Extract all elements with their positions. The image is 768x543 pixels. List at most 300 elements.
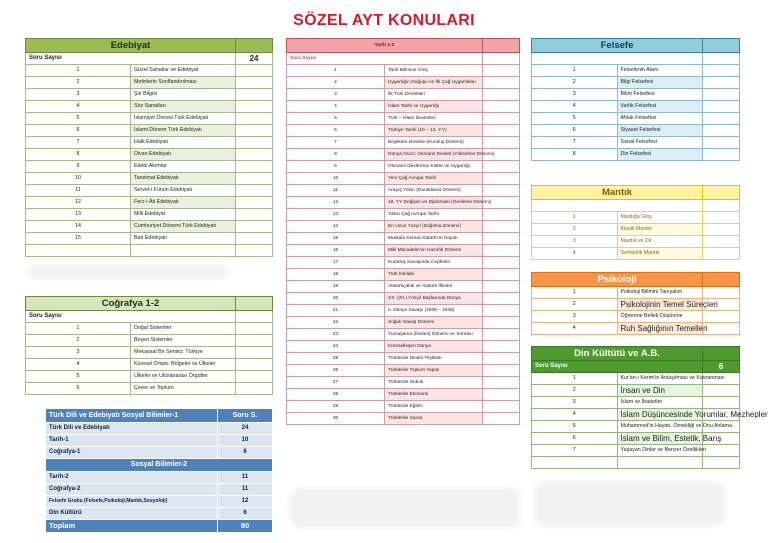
topic-count: [483, 377, 520, 389]
blank-row: [532, 200, 740, 212]
header-spacer: [236, 297, 273, 311]
topic-row: [287, 389, 520, 401]
topic-count: [483, 341, 520, 353]
topic-name: Beşeri Sistemler: [131, 335, 236, 347]
topic-row: [287, 65, 520, 77]
topic-count: [483, 353, 520, 365]
topic-name: İnsan ve Din: [617, 385, 703, 397]
topic-row: [26, 221, 273, 233]
topic-row: [26, 233, 273, 245]
topic-count: [483, 113, 520, 125]
topic-number: 4: [532, 248, 618, 260]
topic-name: Yakın Çağ Avrupa Tarihi: [385, 209, 483, 221]
topic-row: [532, 385, 740, 397]
topic-number: 1: [532, 373, 618, 385]
topic-number: 14: [287, 221, 385, 233]
topic-row: [26, 89, 273, 101]
topic-name: Güzel Sanatlar ve Edebiyat: [131, 65, 236, 77]
blank-cell: [703, 457, 740, 469]
topic-count: [483, 137, 520, 149]
blank-cell: [532, 53, 703, 65]
topic-count: [236, 149, 273, 161]
topic-number: 12: [287, 197, 385, 209]
topic-row: [26, 137, 273, 149]
topic-row: [287, 185, 520, 197]
topic-name: Psikoloji Bilimini Tanıyalım: [617, 287, 703, 299]
topic-number: 4: [532, 409, 618, 421]
topic-count: [236, 89, 273, 101]
topic-count: [703, 113, 740, 125]
table-header-row: [532, 186, 740, 200]
blank-cell: [131, 245, 236, 257]
topic-name: Fecr-i Âti Edebiyatı: [131, 197, 236, 209]
topic-row: [532, 224, 740, 236]
topic-name: Osmanlı Devleti'nin Kültür ve Uygarlığı: [385, 161, 483, 173]
question-count-value: [483, 53, 520, 65]
topic-name: Edebi Akımlar: [131, 161, 236, 173]
blank-cell: [532, 457, 618, 469]
topic-count: [236, 197, 273, 209]
topic-count: [236, 335, 273, 347]
topic-name: Sanat Felsefesi: [617, 137, 703, 149]
summary-total-label: Toplam: [46, 520, 218, 533]
psikoloji-table: [531, 272, 740, 335]
topic-number: 23: [287, 329, 385, 341]
topic-number: 2: [532, 77, 618, 89]
summary-row-count: 11: [218, 484, 273, 496]
blank-row: [532, 53, 740, 65]
topic-row: [532, 149, 740, 161]
topic-row: [532, 445, 740, 457]
topic-name: Türklerde Devlet Teşkilatı: [385, 353, 483, 365]
topic-row: [26, 185, 273, 197]
topic-count: [483, 161, 520, 173]
topic-number: 24: [287, 341, 385, 353]
blank-cell: [703, 200, 740, 212]
topic-name: Tarih Bilimine Giriş: [385, 65, 483, 77]
topic-number: 10: [287, 173, 385, 185]
summary-table: [45, 408, 273, 533]
topic-row: [287, 137, 520, 149]
topic-number: 3: [532, 236, 618, 248]
topic-number: 29: [287, 401, 385, 413]
topic-name: Doğal Sistemler: [131, 323, 236, 335]
topic-name: Dünya Gücü: Osmanlı Devleti (Yükselme Dönemi): [385, 149, 483, 161]
header-spacer: [703, 347, 740, 361]
topic-name: Uygarlığın Doğuşu ve İlk Çağ Uygarlıkları: [385, 77, 483, 89]
topic-number: 13: [26, 209, 131, 221]
topic-number: 22: [287, 317, 385, 329]
blurred-area: [290, 488, 520, 528]
topic-name: İlk Türk Devletleri: [385, 89, 483, 101]
topic-row: [532, 397, 740, 409]
summary-subheader-title: Sosyal Bilimler-2: [46, 459, 273, 472]
section-title: Tarih 1-2: [287, 39, 483, 53]
question-count-row: [532, 361, 740, 373]
topic-name: İslam ve İbadetler: [617, 397, 703, 409]
topic-number: 27: [287, 377, 385, 389]
topic-row: [287, 89, 520, 101]
topic-number: 15: [287, 233, 385, 245]
topic-name: Öğrenme Bellek Düşünme: [617, 311, 703, 323]
summary-row-count: 24: [218, 423, 273, 435]
topic-count: [483, 221, 520, 233]
topic-number: 3: [26, 347, 131, 359]
question-count-value: 24: [236, 53, 273, 65]
topic-row: [287, 209, 520, 221]
cografya-table: [25, 296, 273, 395]
topic-name: Yeni Çağ Avrupa Tarihi: [385, 173, 483, 185]
topic-name: Küreselleşen Dünya: [385, 341, 483, 353]
topic-count: [236, 323, 273, 335]
topic-row: [287, 269, 520, 281]
summary-row-count: 6: [218, 447, 273, 459]
topic-count: [703, 445, 740, 457]
topic-count: [483, 317, 520, 329]
summary-row-label: Coğrafya-2: [46, 484, 218, 496]
topic-number: 5: [532, 113, 618, 125]
summary-row: [46, 484, 273, 496]
blank-cell: [26, 245, 131, 257]
topic-row: [532, 409, 740, 421]
summary-row-label: Coğrafya-1: [46, 447, 218, 459]
topic-number: 18: [287, 269, 385, 281]
summary-row: [46, 496, 273, 508]
topic-count: [483, 185, 520, 197]
topic-name: Türklerde Sanat: [385, 413, 483, 425]
topic-name: Atatürkçülük ve Atatürk İlkeleri: [385, 281, 483, 293]
summary-header-count: Soru S.: [218, 409, 273, 423]
topic-count: [483, 209, 520, 221]
question-count-label: Soru Sayısı: [532, 361, 703, 373]
topic-number: 8: [532, 149, 618, 161]
topic-row: [532, 125, 740, 137]
topic-number: 1: [532, 65, 618, 77]
topic-name: Arayış Yılları (Duraklama Dönemi): [385, 185, 483, 197]
header-spacer: [703, 39, 740, 53]
topic-name: Tanzimat Edebiyatı: [131, 173, 236, 185]
topic-number: 1: [26, 65, 131, 77]
topic-count: [236, 209, 273, 221]
topic-row: [287, 245, 520, 257]
topic-number: 17: [287, 257, 385, 269]
topic-number: 7: [26, 137, 131, 149]
topic-count: [236, 173, 273, 185]
topic-row: [287, 77, 520, 89]
topic-name: Sembolik Mantık: [617, 248, 703, 260]
summary-row: [46, 472, 273, 484]
topic-number: 10: [26, 173, 131, 185]
section-title: Felsefe: [532, 39, 703, 53]
question-count-value: [236, 311, 273, 323]
topic-number: 6: [532, 433, 618, 445]
topic-count: [703, 248, 740, 260]
topic-row: [532, 248, 740, 260]
question-count-row: [287, 53, 520, 65]
topic-name: İslami Dönem Türk Edebiyatı: [131, 125, 236, 137]
topic-row: [26, 149, 273, 161]
topic-number: 4: [532, 101, 618, 113]
topic-count: [483, 401, 520, 413]
topic-number: 3: [532, 311, 618, 323]
topic-count: [236, 125, 273, 137]
summary-row: [46, 508, 273, 520]
topic-row: [287, 197, 520, 209]
topic-row: [532, 323, 740, 335]
header-spacer: [483, 39, 520, 53]
topic-row: [287, 329, 520, 341]
topic-name: Beylikten Devlete (Kuruluş Dönemi): [385, 137, 483, 149]
topic-number: 5: [26, 113, 131, 125]
din-table: [531, 346, 768, 469]
summary-header-title: Türk Dili ve Edebiyatı Sosyal Bilimler-1: [46, 409, 218, 423]
mantik-table: [531, 185, 740, 260]
topic-name: Kurtuluş Savaşında Cepheler: [385, 257, 483, 269]
topic-number: 11: [287, 185, 385, 197]
topic-number: 4: [26, 101, 131, 113]
topic-row: [532, 311, 740, 323]
topic-number: 3: [287, 89, 385, 101]
topic-name: Türklerde Hukuk: [385, 377, 483, 389]
topic-number: 12: [26, 197, 131, 209]
topic-count: [483, 257, 520, 269]
blurred-area: [28, 266, 228, 278]
topic-count: [703, 137, 740, 149]
table-header-row: [287, 39, 520, 53]
topic-count: [483, 89, 520, 101]
topic-count: [483, 413, 520, 425]
topic-row: [532, 421, 740, 433]
topic-count: [483, 173, 520, 185]
topic-name: Türklerde Eğitim: [385, 401, 483, 413]
topic-name: Kur'an-ı Kerim'in Anlaşılması ve Kavranması: [617, 373, 703, 385]
topic-count: [483, 281, 520, 293]
topic-number: 6: [532, 125, 618, 137]
summary-row: [46, 423, 273, 435]
section-title: Din Kültütü ve A.B.: [532, 347, 703, 361]
topic-count: [236, 101, 273, 113]
topic-count: [483, 293, 520, 305]
question-count-row: [26, 53, 273, 65]
topic-name: Milli Edebiyat: [131, 209, 236, 221]
topic-number: 30: [287, 413, 385, 425]
topic-name: XX. (20.) Yüzyıl Başlarında Dünya: [385, 293, 483, 305]
summary-row-count: 11: [218, 472, 273, 484]
topic-row: [26, 209, 273, 221]
topic-row: [287, 125, 520, 137]
topic-row: [287, 221, 520, 233]
topic-count: [483, 77, 520, 89]
topic-number: 6: [287, 125, 385, 137]
table-header-row: [26, 297, 273, 311]
blank-row: [532, 457, 740, 469]
topic-count: [236, 383, 273, 395]
summary-total-value: 80: [218, 520, 273, 533]
topic-name: Bilgi Felsefesi: [617, 77, 703, 89]
summary-header-row: [46, 409, 273, 423]
topic-name: Bilim Felsefesi: [617, 89, 703, 101]
topic-count: [703, 77, 740, 89]
topic-row: [26, 335, 273, 347]
blank-cell: [617, 457, 703, 469]
topic-number: 2: [26, 335, 131, 347]
question-count-label: Soru Sayısı: [26, 53, 236, 65]
topic-name: Türklerde Ekonomi: [385, 389, 483, 401]
topic-name: Söz Sanatları: [131, 101, 236, 113]
section-title: Mantık: [532, 186, 703, 200]
topic-row: [287, 365, 520, 377]
topic-count: [236, 347, 273, 359]
topic-number: 2: [532, 224, 618, 236]
summary-row-count: 6: [218, 508, 273, 520]
topic-number: 1: [287, 65, 385, 77]
topic-number: 21: [287, 305, 385, 317]
summary-row-count: 12: [218, 496, 273, 508]
topic-number: 16: [287, 245, 385, 257]
topic-number: 2: [532, 299, 618, 311]
topic-row: [287, 101, 520, 113]
topic-name: En Uzun Yüzyıl (Dağılma Dönemi): [385, 221, 483, 233]
topic-count: [236, 161, 273, 173]
topic-name: Klasik Mantık: [617, 224, 703, 236]
topic-count: [703, 385, 740, 397]
topic-row: [26, 173, 273, 185]
topic-row: [287, 377, 520, 389]
topic-number: 8: [287, 149, 385, 161]
topic-number: 9: [287, 161, 385, 173]
topic-row: [287, 293, 520, 305]
topic-count: [236, 371, 273, 383]
topic-name: Mustafa Kemal Atatürk'ün Hayatı: [385, 233, 483, 245]
felsefe-table: [531, 38, 740, 161]
topic-number: 6: [26, 383, 131, 395]
topic-count: [236, 113, 273, 125]
topic-name: Muhammed'in Hayatı, Örnekliği ve Onu Anlama.: [617, 421, 703, 433]
summary-row-label: Felsefe Grubu (Felsefe,Psikoloji,Mantık,Sosyoloji): [46, 496, 218, 508]
topic-number: 11: [26, 185, 131, 197]
topic-row: [26, 323, 273, 335]
edebiyat-table: [25, 38, 273, 257]
topic-number: 6: [26, 125, 131, 137]
topic-number: 3: [532, 397, 618, 409]
topic-name: Siyaset Felsefesi: [617, 125, 703, 137]
topic-count: [483, 269, 520, 281]
question-count-label: Soru Sayısı: [287, 53, 483, 65]
topic-count: [703, 236, 740, 248]
topic-name: Soğuk Savaş Dönemi: [385, 317, 483, 329]
topic-number: 1: [532, 287, 618, 299]
topic-number: 7: [532, 445, 618, 457]
topic-name: Ruh Sağlığının Temelleri: [617, 323, 703, 335]
topic-row: [532, 89, 740, 101]
topic-count: [236, 137, 273, 149]
topic-number: 25: [287, 353, 385, 365]
topic-name: Divan Edebiyatı: [131, 149, 236, 161]
summary-row-label: Din Kültürü: [46, 508, 218, 520]
tarih-table: [286, 38, 520, 425]
topic-name: Türklerde Toplum Yapısı: [385, 365, 483, 377]
blank-cell: [236, 245, 273, 257]
topic-count: [703, 149, 740, 161]
topic-count: [703, 65, 740, 77]
topic-row: [287, 173, 520, 185]
topic-count: [236, 359, 273, 371]
topic-number: 2: [26, 77, 131, 89]
summary-row-label: Türk Dili ve Edebiyatı: [46, 423, 218, 435]
summary-total-row: [46, 520, 273, 533]
topic-count: [703, 311, 740, 323]
topic-row: [287, 305, 520, 317]
topic-count: [703, 397, 740, 409]
topic-count: [483, 233, 520, 245]
topic-number: 13: [287, 209, 385, 221]
topic-count: [703, 101, 740, 113]
topic-row: [532, 433, 740, 445]
blank-cell: [703, 53, 740, 65]
topic-row: [287, 317, 520, 329]
topic-number: 4: [26, 359, 131, 371]
summary-row: [46, 447, 273, 459]
topic-row: [26, 65, 273, 77]
topic-number: 3: [26, 89, 131, 101]
summary-row: [46, 435, 273, 447]
topic-name: Türk İnkılabı: [385, 269, 483, 281]
topic-number: 4: [532, 323, 618, 335]
topic-name: Yumuşama (Detant) Dönemi ve Sonrası: [385, 329, 483, 341]
topic-name: Mantık ve Dil: [617, 236, 703, 248]
topic-count: [236, 65, 273, 77]
topic-row: [532, 101, 740, 113]
table-header-row: [532, 347, 740, 361]
topic-row: [26, 383, 273, 395]
topic-row: [287, 281, 520, 293]
topic-name: Batı Edebiyatı: [131, 233, 236, 245]
topic-row: [287, 257, 520, 269]
topic-count: [483, 245, 520, 257]
topic-number: 7: [287, 137, 385, 149]
topic-row: [26, 359, 273, 371]
topic-count: [483, 125, 520, 137]
section-title: Coğrafya 1-2: [26, 297, 236, 311]
blurred-area: [535, 482, 725, 526]
topic-name: Felsefenin Alanı: [617, 65, 703, 77]
topic-row: [287, 113, 520, 125]
topic-number: 15: [26, 233, 131, 245]
topic-row: [532, 287, 740, 299]
topic-name: Din Felsefesi: [617, 149, 703, 161]
topic-number: 2: [532, 385, 618, 397]
topic-number: 5: [26, 371, 131, 383]
topic-number: 9: [26, 161, 131, 173]
topic-number: 14: [26, 221, 131, 233]
topic-name: Cumhuriyet Dönemi Türk Edebiyatı: [131, 221, 236, 233]
topic-name: Çevre ve Toplum: [131, 383, 236, 395]
topic-number: 28: [287, 389, 385, 401]
topic-row: [532, 299, 740, 311]
topic-name: Küresel Ortam: Bölgeler ve Ülkeler: [131, 359, 236, 371]
summary-row-count: 10: [218, 435, 273, 447]
topic-name: Varlık Felsefesi: [617, 101, 703, 113]
topic-name: Metinlerin Sınıflandırılması: [131, 77, 236, 89]
topic-name: İslam ve Bilim, Estetik, Barış: [617, 433, 703, 445]
topic-name: Milli Mücadele'nin Hazırlık Dönemi: [385, 245, 483, 257]
topic-count: [483, 305, 520, 317]
topic-name: İslam Düşüncesinde Yorumlar, Mezhepler: [617, 409, 703, 421]
table-header-row: [26, 39, 273, 53]
topic-name: Türkiye Tarihi (10 – 13. Y.Y): [385, 125, 483, 137]
blank-row: [26, 245, 273, 257]
topic-name: Ahlak Felsefesi: [617, 113, 703, 125]
